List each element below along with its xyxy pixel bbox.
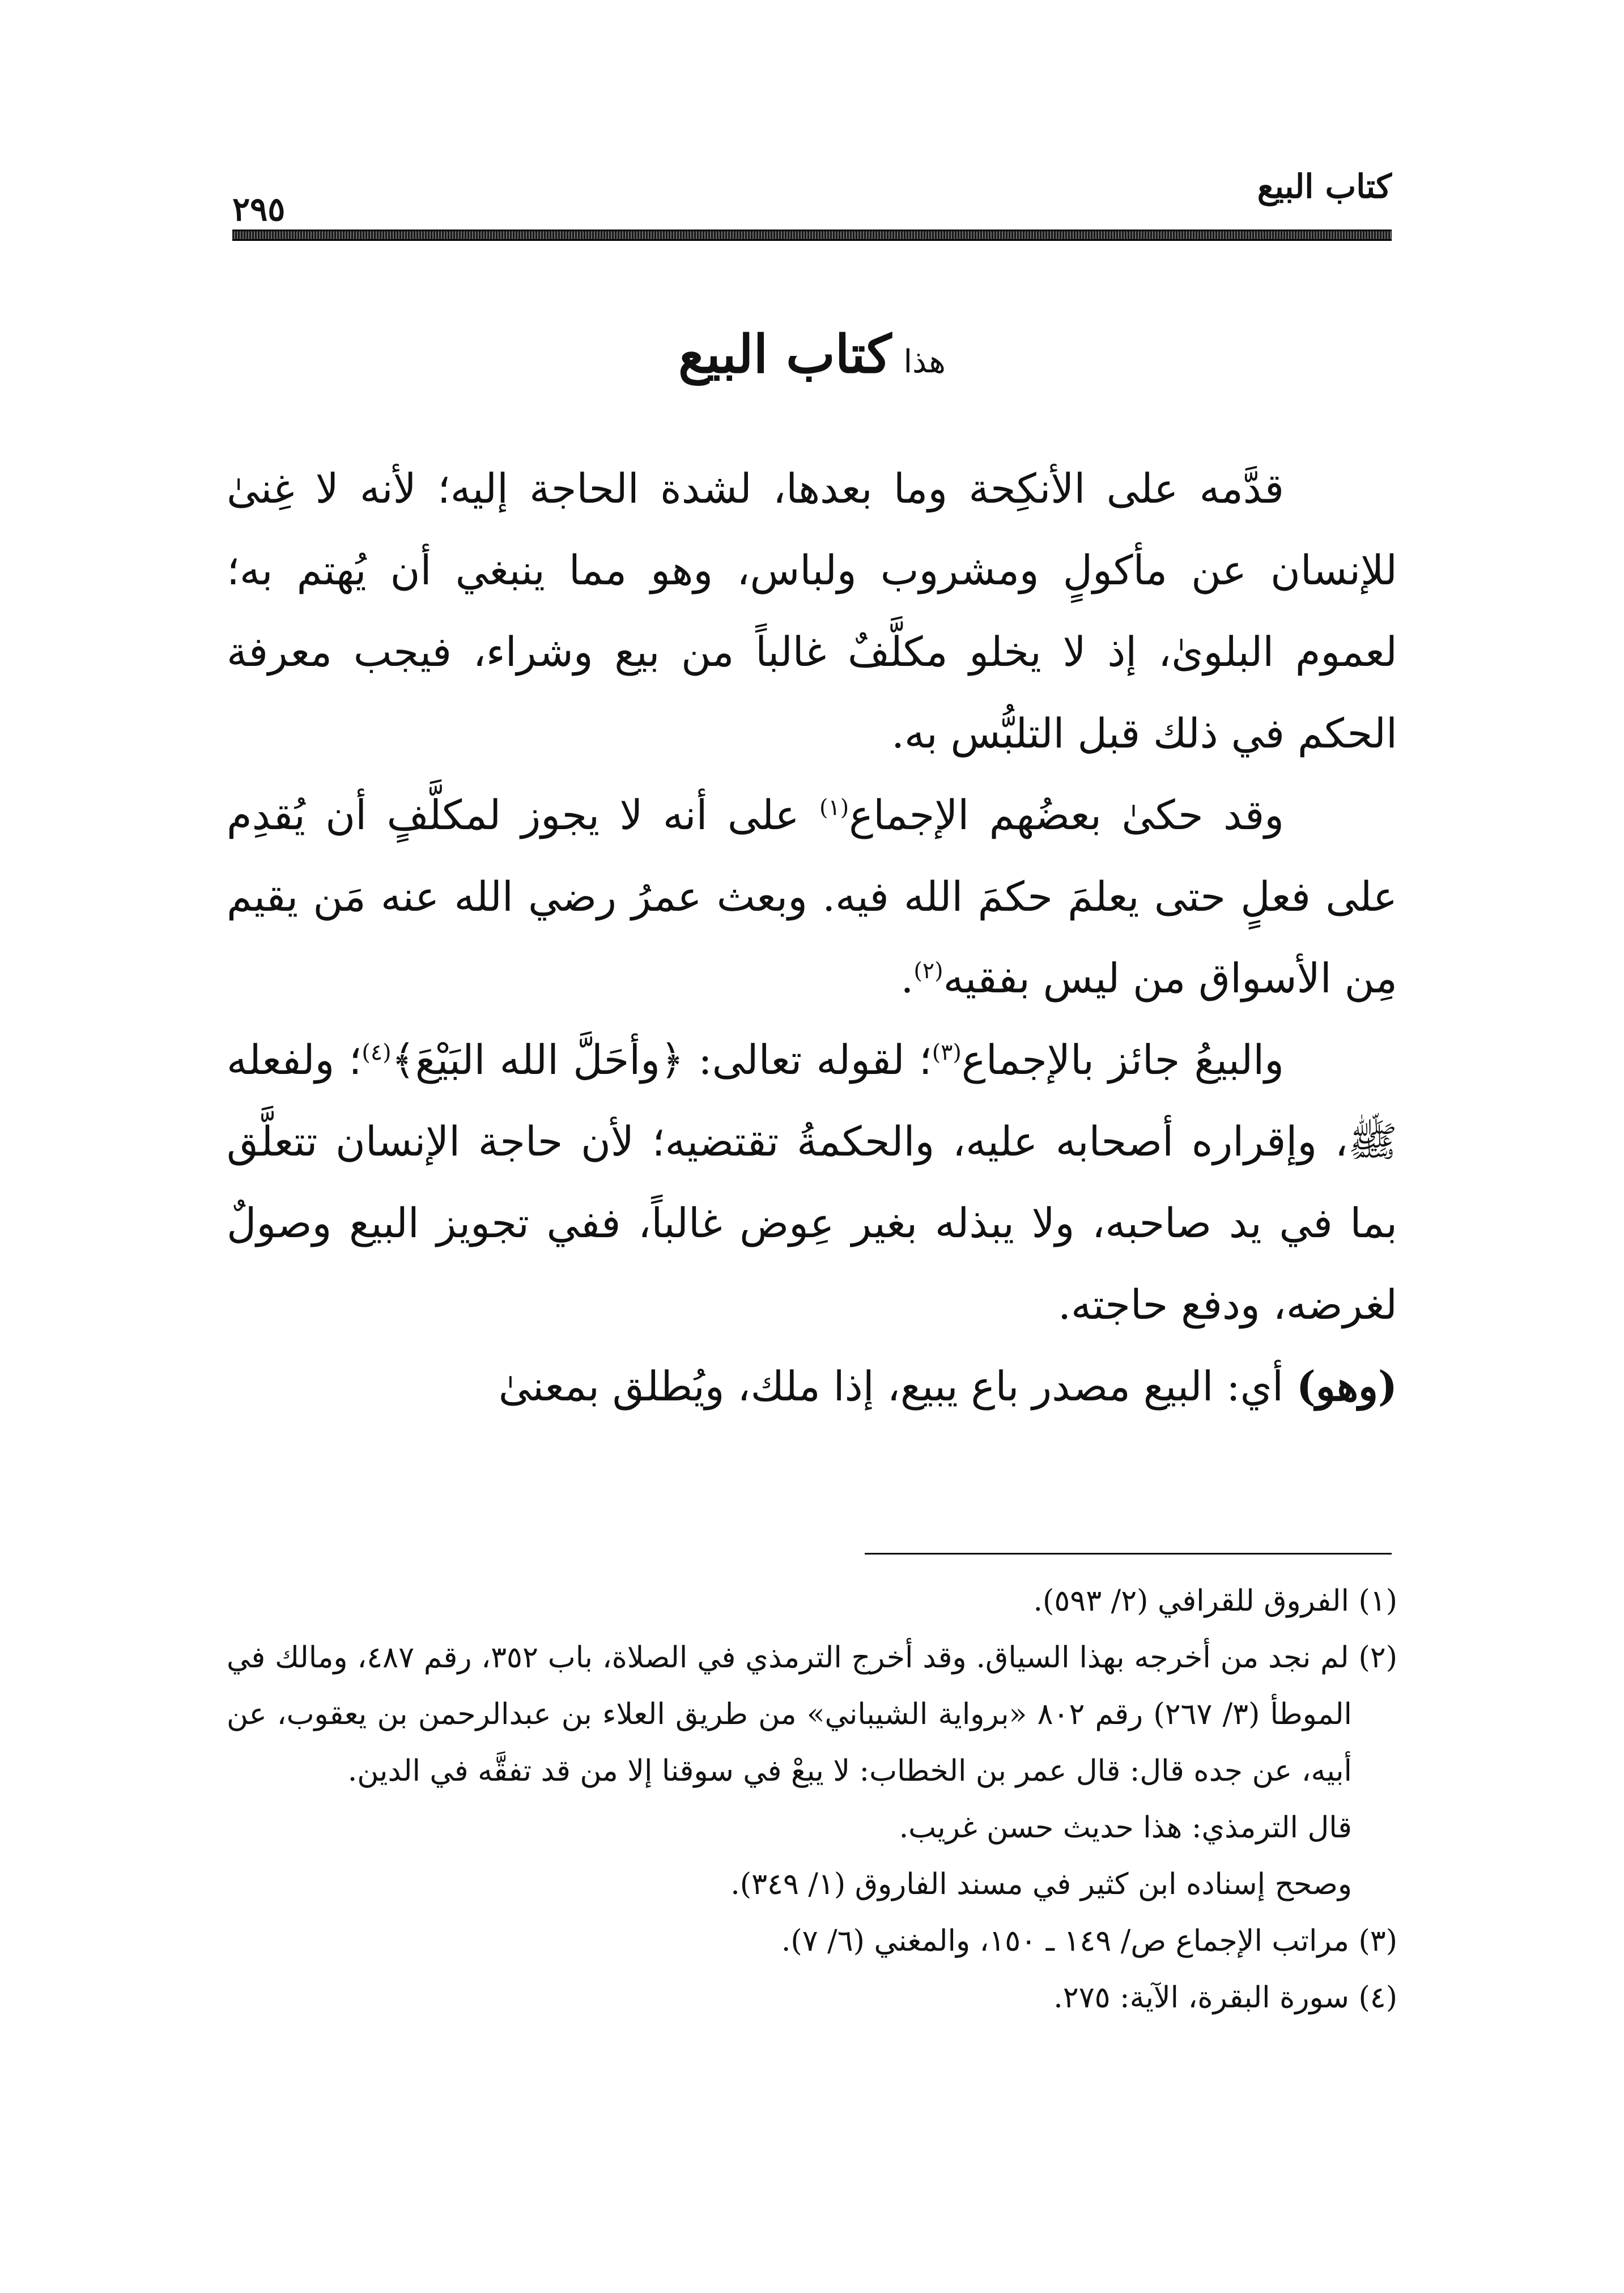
running-header-title: كتاب البيع	[1257, 167, 1392, 206]
paragraph-2	[227, 774, 1397, 1019]
paragraph-2-part-b: على أنه لا يجوز لمكلَّفٍ أن يُقدِم على فعلٍ حتى يعلمَ حكمَ الله فيه. وبعث عمرُ رضي الله عنه مَن يقيم مِن الأسواق من ليس بفقيه	[227, 791, 1398, 1002]
chapter-title: كتاب البيع	[678, 324, 892, 385]
footnote-ref-2[interactable]: (٢)	[913, 958, 943, 984]
footnote-ref-4[interactable]: (٤)	[362, 1039, 392, 1065]
paragraph-3	[227, 1019, 1397, 1345]
paragraph-2-part-c: .	[900, 954, 914, 1002]
paragraph-4-rest: أي: البيع مصدر باع يبيع، إذا ملك، ويُطلق بمعنىٰ	[498, 1362, 1296, 1410]
paragraph-1: قدَّمه على الأنكِحة وما بعدها، لشدة الحاجة إليه؛ لأنه لا غِنىٰ للإنسان عن مأكولٍ ومشروب ولباس، وهو مما ينبغي أن يُهتم به؛ لعموم البلوىٰ، إذ لا يخلو مكلَّفٌ غالباً من بيع وشراء، فيجب معرفة الحكم في ذلك قبل التلبُّس به.	[227, 465, 1397, 757]
footnotes	[227, 1573, 1397, 2026]
chapter-prefix: هذا	[903, 343, 946, 380]
footnote-2-tirmidhi: قال الترمذي: هذا حديث حسن غريب.	[899, 1811, 1352, 1845]
paragraph-3-part-b: ؛ لقوله تعالى: ﴿وأحَلَّ الله البَيْعَ﴾	[391, 1036, 932, 1084]
paragraph-3-part-a: والبيعُ جائز بالإجماع	[961, 1036, 1285, 1084]
running-header	[232, 153, 1392, 227]
footnote-ref-3[interactable]: (٣)	[932, 1039, 962, 1065]
footnote-2: (٢) لم نجد من أخرجه بهذا السياق. وقد أخرج الترمذي في الصلاة، باب ٣٥٢، رقم ٤٨٧، ومالك في الموطأ (٣/ ٢٦٧) رقم ٨٠٢ «برواية الشيباني» من طريق العلاء بن عبدالرحمن بن يعقوب، عن أبيه، عن جده قال: قال عمر بن الخطاب: لا يبعْ في سوقنا إلا من قد تفقَّه في الدين.	[227, 1641, 1398, 1788]
paragraph-2-part-a: وقد حكىٰ بعضُهم الإجماع	[849, 791, 1285, 839]
footnote-1: (١) الفروق للقرافي (٢/ ٥٩٣).	[1033, 1584, 1397, 1618]
chapter-heading	[232, 323, 1392, 385]
page-number: ٢٩٥	[232, 190, 286, 228]
footnote-4: (٤) سورة البقرة، الآية: ٢٧٥.	[1053, 1981, 1397, 2015]
footnote-ref-1[interactable]: (١)	[819, 795, 849, 821]
main-text	[227, 448, 1397, 1427]
paragraph-4	[227, 1345, 1397, 1427]
footnote-separator	[865, 1553, 1392, 1555]
paragraph-4-lead: (وهو)	[1296, 1362, 1397, 1410]
header-rule	[232, 230, 1392, 241]
footnote-2-ibn-kathir: وصحح إسناده ابن كثير في مسند الفاروق (١/ ٣٤٩).	[730, 1867, 1352, 1901]
paragraph-3-part-c: ؛ ولفعله ﷺ، وإقراره أصحابه عليه، والحكمةُ تقتضيه؛ لأن حاجة الإنسان تتعلَّق بما في يد صاحبه، ولا يبذله بغير عِوض غالباً، ففي تجويز البيع وصولٌ لغرضه، ودفع حاجته.	[227, 1036, 1397, 1328]
footnote-3: (٣) مراتب الإجماع ص/ ١٤٩ ـ ١٥٠، والمغني (٦/ ٧).	[781, 1924, 1397, 1958]
